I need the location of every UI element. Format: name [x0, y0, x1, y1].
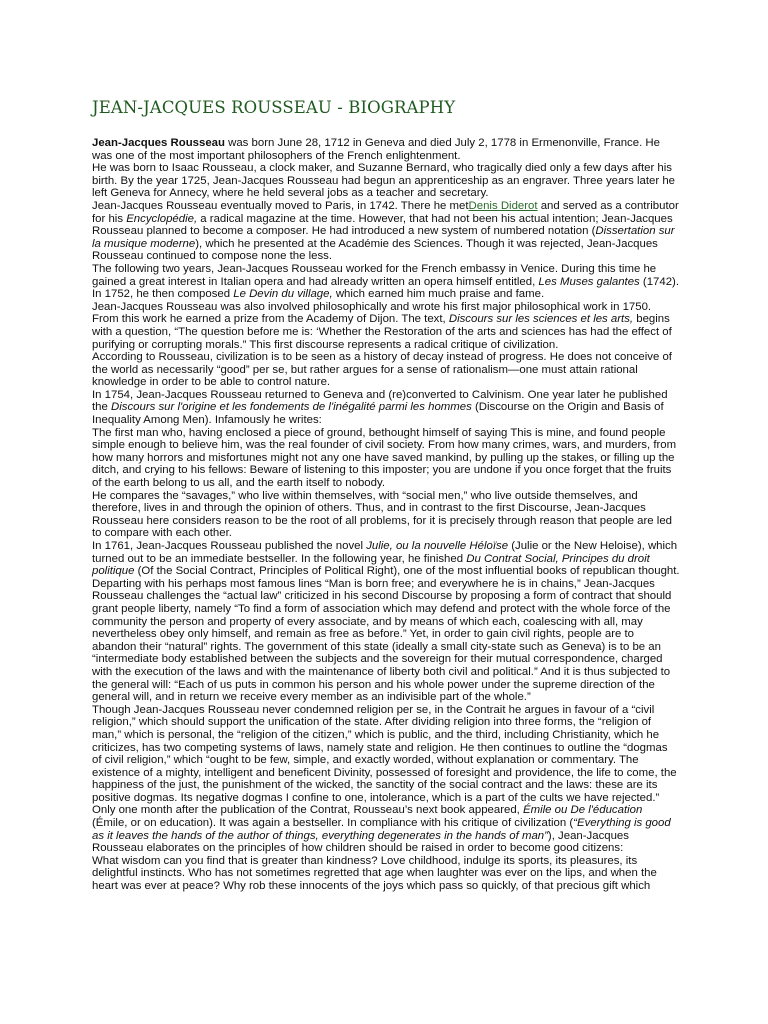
- text-run: According to Rousseau, civilization is to be seen as a history of decay instead of progress. He does not conceive of the world as necessarily “good” per se, but rather argues for a sense of rationalism—one must attain rational knowledge in order to be able to control nature.: [92, 351, 672, 389]
- text-run: (Discourse on the Origin and Basis of Inequality Among Men). Infamously he writes:: [92, 401, 664, 427]
- paragraph: [92, 804, 680, 854]
- bold-text: Jean-Jacques Rousseau: [92, 137, 225, 149]
- paragraph: [92, 490, 680, 540]
- paragraph: [92, 263, 680, 301]
- text-run: ), Jean-Jacques Rousseau elaborates on the principles of how children should be raised in order to become good citizens:: [92, 829, 629, 855]
- text-run: begins with a question, “The question before me is: ‘Whether the Restoration of the arts and sciences has had the effect of purifying or corrupting morals.” This first discourse represents a radical critique of civilization.: [92, 313, 672, 351]
- paragraph: [92, 301, 680, 351]
- text-run: He was born to Isaac Rousseau, a clock maker, and Suzanne Bernard, who tragically died only a few days after his birth. By the year 1725, Jean-Jacques Rousseau had begun an apprenticeship as an engraver. Three years later he left Geneva for Annecy, where he held several jobs as a teacher and secretary.: [92, 162, 675, 200]
- italic-title: Émile ou De l'éducation: [523, 804, 643, 817]
- text-run: Though Jean-Jacques Rousseau never condemned religion per se, in the Contrait he argues in favour of a “civil religion,” which should support the unification of the state. After dividing religion into three forms, the “religion of man,” which is personal, the “religion of the citizen,” which is public, and the third, including Christianity, which he criticizes, has two competing systems of laws, namely state and religion. He then continues to outline the “dogmas of civil religion,” which “ought to be few, simple, and exactly worded, without explanation or commentary. The existence of a mighty, intelligent and beneficent Divinity, possessed of foresight and providence, the life to come, the happiness of the just, the punishment of the wicked, the sanctity of the social contract and the laws: these are its positive dogmas. Its negative dogmas I confine to one, intolerance, which is a part of the cults we have rejected.”: [92, 703, 677, 804]
- text-run: The first man who, having enclosed a piece of ground, bethought himself of saying This is mine, and found people simple enough to believe him, was the real founder of civil society. From how many crimes, wars, and murders, from how many horrors and misfortunes might not any one have saved mankind, by pulling up the stakes, or filling up the ditch, and crying to his fellows: Beware of listening to this imposter; you are undone if you once forget that the fruits of the earth belong to us all, and the earth itself to nobody.: [92, 426, 677, 490]
- text-run: was born June 28, 1712 in Geneva and died July 2, 1778 in Ermenonville, France. He was one of the most important philosophers of the French enlightenment.: [92, 137, 660, 162]
- document-page: [92, 98, 680, 893]
- text-run: (Émile, or on education). It was again a bestseller. In compliance with his critique of civilization (: [92, 817, 574, 830]
- text-run: Jean-Jacques Rousseau was also involved philosophically and wrote his first major philosophical work in 1750. From this work he earned a prize from the Academy of Dijon. The text,: [92, 300, 652, 326]
- paragraph: [92, 855, 680, 893]
- text-run: In 1754, Jean-Jacques Rousseau returned to Geneva and (re)converted to Calvinism. One year later he published the: [92, 388, 668, 414]
- text-run: He compares the “savages,” who live within themselves, with “social men,” who live outside themselves, and therefore, lives in and through the opinion of others. Thus, and in contrast to the first Discourse, Jean-Jacques Rousseau here considers reason to be the root of all problems, for it is precisely through reason that people are led to compare with each other.: [92, 489, 672, 540]
- paragraph: [92, 427, 680, 490]
- text-run: (Of the Social Contract, Principles of Political Right), one of the most influential books of republican thought. Departing with his perhaps most famous lines “Man is born free; and everywhere he is in chains,” Jean-Jacques Rousseau challenges the “actual law” criticized in his second Discourse by proposing a form of contract that should grant people liberty, namely “To find a form of association which may defend and protect with the whole force of the community the person and property of every associate, and by means of which each, coalescing with all, may nevertheless obey only himself, and remain as free as before.” Yet, in order to gain civil rights, people are to abandon their “natural” rights. The government of this state (ideally a small city-state such as Geneva) is to be an “intermediate body established between the subjects and the sovereign for their mutual correspondence, charged with the execution of the laws and with the maintenance of liberty both civil and political.” And it is thus subjected to the general will: “Each of us puts in common his person and his whole power under the supreme direction of the general will, and in return we receive every member as an indivisible part of the whole.”: [92, 565, 680, 704]
- italic-title: Dissertation sur la musique moderne: [92, 225, 675, 250]
- text-run: In 1761, Jean-Jacques Rousseau published the novel: [92, 540, 367, 552]
- text-run: and served as a contributor for his: [92, 199, 679, 225]
- italic-title: Du Contrat Social, Principes du droit politique: [92, 552, 650, 578]
- paragraph: [92, 200, 680, 263]
- paragraph: [92, 162, 680, 200]
- page-title: JEAN-JACQUES ROUSSEAU - BIOGRAPHY: [92, 98, 456, 117]
- text-run: ), which he presented at the Académie des Sciences. Though it was rejected, Jean-Jacques Rousseau continued to compose none the less.: [92, 237, 658, 263]
- paragraph: [92, 540, 680, 704]
- text-run: (Julie or the New Heloise), which turned out to be an immediate bestseller. In the following year, he finished: [92, 540, 678, 565]
- text-run: The following two years, Jean-Jacques Rousseau worked for the French embassy in Venice. During this time he gained a great interest in Italian opera and had already written an opera himself entitled,: [92, 262, 657, 288]
- italic-title: Discours sur l'origine et les fondements de l'inégalité parmi les hommes: [111, 401, 472, 414]
- link-denis-diderot[interactable]: Denis Diderot: [468, 199, 538, 212]
- text-run: (1742). In 1752, he then composed: [92, 275, 679, 301]
- italic-title: Encyclopédie,: [126, 212, 198, 225]
- paragraph: [92, 351, 680, 389]
- text-run: which earned him much praise and fame.: [332, 288, 545, 301]
- text-run: Only one month after the publication of the Contrat, Rousseau’s next book appeared,: [92, 804, 524, 817]
- paragraph: [92, 704, 680, 805]
- italic-title: Les Muses galantes: [538, 275, 640, 288]
- text-run: What wisdom can you find that is greater than kindness? Love childhood, indulge its sports, its pleasures, its delightful instincts. Who has not sometimes regretted that age when laughter was ever on the lips, and when the heart was ever at peace? Why rob these innocents of the joys which pass so quickly, of that precious gift which: [92, 854, 657, 893]
- biography-text: [92, 137, 680, 893]
- paragraph: [92, 137, 680, 162]
- italic-title: Le Devin du village,: [233, 288, 333, 301]
- text-run: a radical magazine at the time. However, that had not been his actual intention; Jean-Jacques Rousseau planned to become a composer. He had introduced a new system of numbered notation (: [92, 212, 673, 238]
- italic-title: Discours sur les sciences et les arts,: [448, 313, 634, 326]
- italic-title: “Everything is good as it leaves the hands of the author of things, everything degenerates in the hands of man”: [92, 817, 671, 842]
- paragraph: [92, 389, 680, 427]
- text-run: Jean-Jacques Rousseau eventually moved to Paris, in 1742. There he met: [92, 199, 469, 212]
- italic-title: Julie, ou la nouvelle Héloïse: [366, 540, 509, 552]
